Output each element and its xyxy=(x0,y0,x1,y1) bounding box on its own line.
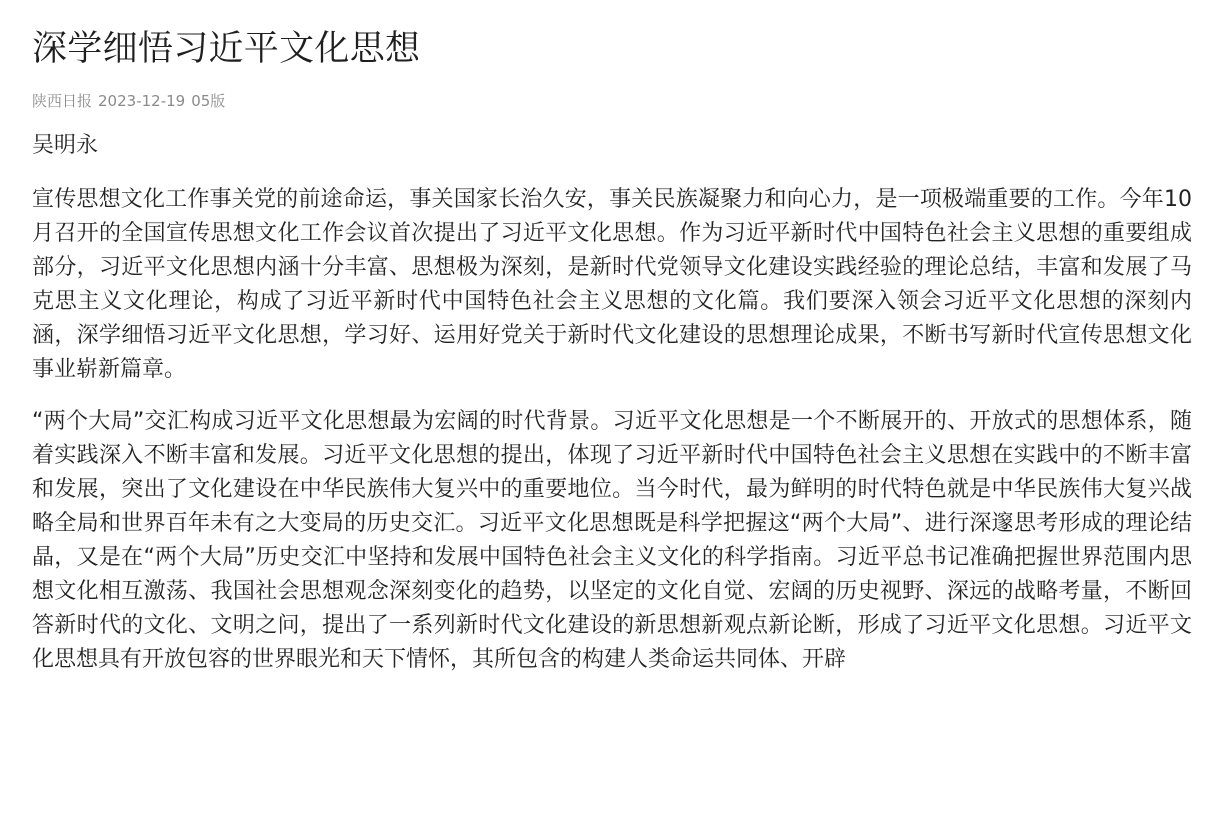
article-paragraph: “两个大局”交汇构成习近平文化思想最为宏阔的时代背景。习近平文化思想是一个不断展开的、开放式的思想体系，随着实践深入不断丰富和发展。习近平文化思想的提出，体现了习近平新时代中国特色社会主义思想在实践中的不断丰富和发展，突出了文化建设在中华民族伟大复兴中的重要地位。当今时代，最为鲜明的时代特色就是中华民族伟大复兴战略全局和世界百年未有之大变局的历史交汇。习近平文化思想既是科学把握这“两个大局”、进行深邃思考形成的理论结晶，又是在“两个大局”历史交汇中坚持和发展中国特色社会主义文化的科学指南。习近平总书记准确把握世界范围内思想文化相互激荡、我国社会思想观念深刻变化的趋势，以坚定的文化自觉、宏阔的历史视野、深远的战略考量，不断回答新时代的文化、文明之问，提出了一系列新时代文化建设的新思想新观点新论断，形成了习近平文化思想。习近平文化思想具有开放包容的世界眼光和天下情怀，其所包含的构建人类命运共同体、开辟 xyxy=(32,409,1192,672)
article-paragraph: 宣传思想文化工作事关党的前途命运，事关国家长治久安，事关民族凝聚力和向心力，是一项极端重要的工作。今年10月召开的全国宣传思想文化工作会议首次提出了习近平文化思想。作为习近平新时代中国特色社会主义思想的重要组成部分，习近平文化思想内涵十分丰富、思想极为深刻，是新时代党领导文化建设实践经验的理论总结，丰富和发展了马克思主义文化理论，构成了习近平新时代中国特色社会主义思想的文化篇。我们要深入领会习近平文化思想的深刻内涵，深学细悟习近平文化思想，学习好、运用好党关于新时代文化建设的思想理论成果，不断书写新时代宣传思想文化事业崭新篇章。 xyxy=(32,187,1192,382)
article-title: 深学细悟习近平文化思想 xyxy=(32,29,421,69)
article-edition: 05版 xyxy=(191,92,226,110)
article-meta xyxy=(32,92,1192,110)
article xyxy=(32,0,1192,677)
article-date: 2023-12-19 xyxy=(98,92,186,110)
article-source: 陕西日报 xyxy=(32,92,93,110)
article-author: 吴明永 xyxy=(32,133,99,158)
